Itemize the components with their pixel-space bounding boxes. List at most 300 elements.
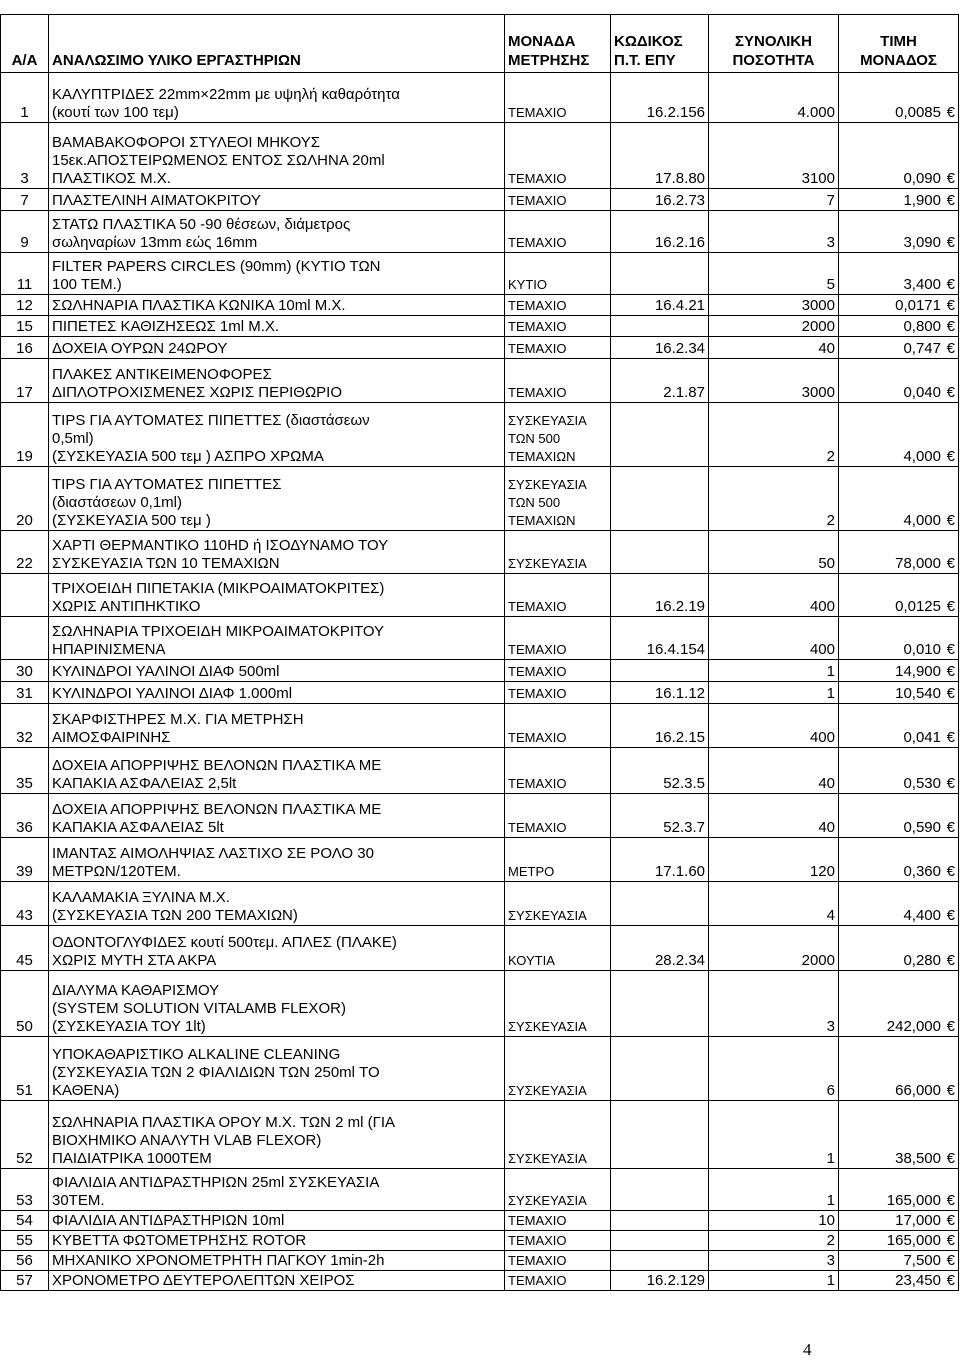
description-cell — [49, 1169, 505, 1211]
unit-price-cell: 7,500 € — [839, 1251, 959, 1271]
row-number-cell: 30 — [1, 660, 49, 682]
unit-line: ΣΥΣΚΕΥΑΣΙΑ — [508, 477, 587, 492]
table-row — [1, 123, 959, 189]
code-cell: 16.4.21 — [611, 295, 709, 316]
table-row — [1, 1169, 959, 1211]
euro-icon: € — [946, 952, 955, 969]
row-number-cell: 51 — [1, 1037, 49, 1101]
unit-price-cell: 0,010 € — [839, 617, 959, 660]
description-line: ΣΩΛΗΝΑΡΙΑ ΠΛΑΣΤΙΚΑ ΟΡΟΥ Μ.Χ. ΤΩΝ 2 ml (ΓΙΑ — [52, 1114, 396, 1131]
quantity-cell: 2 — [709, 1231, 839, 1251]
quantity-cell: 3000 — [709, 359, 839, 403]
code-cell — [611, 1231, 709, 1251]
unit-line: ΚΥΤΙΟ — [508, 277, 548, 292]
unit-price-cell: 0,800 € — [839, 316, 959, 337]
description-cell — [49, 316, 505, 337]
table-row — [1, 211, 959, 253]
unit-cell — [505, 971, 611, 1037]
unit-cell — [505, 467, 611, 531]
description-cell — [49, 748, 505, 794]
description-line: (ΣΥΣΚΕΥΑΣΙΑ ΤΩΝ 2 ΦΙΑΛΙΔΙΩΝ ΤΩΝ 250ml ΤΟ — [52, 1064, 380, 1081]
description-line: ΧΑΡΤΙ ΘΕΡΜΑΝΤΙΚΟ 110HD ή ΙΣΟΔΥΝΑΜΟ ΤΟΥ — [52, 537, 389, 554]
table-row — [1, 682, 959, 704]
unit-line: ΣΥΣΚΕΥΑΣΙΑ — [508, 1151, 587, 1166]
quantity-cell: 50 — [709, 531, 839, 574]
unit-line: ΣΥΣΚΕΥΑΣΙΑ — [508, 556, 587, 571]
unit-line: ΤΕΜΑΧΙΟ — [508, 1213, 567, 1228]
quantity-cell: 2000 — [709, 926, 839, 971]
unit-price-cell: 66,000 € — [839, 1037, 959, 1101]
unit-line: ΤΕΜΑΧΙΟ — [508, 171, 567, 186]
description-line: ΠΛΑΚΕΣ ΑΝΤΙΚΕΙΜΕΝΟΦΟΡΕΣ — [52, 366, 272, 383]
unit-price-cell: 17,000 € — [839, 1211, 959, 1231]
description-line: ΚΑΛΑΜΑΚΙΑ ΞΥΛΙΝΑ Μ.Χ. — [52, 889, 230, 906]
unit-line: ΤΕΜΑΧΙΟ — [508, 599, 567, 614]
unit-price-cell: 0,041 € — [839, 704, 959, 748]
description-line: (ΣΥΣΚΕΥΑΣΙΑ 500 τεμ ) — [52, 512, 211, 529]
euro-icon: € — [946, 512, 955, 529]
code-cell: 16.2.19 — [611, 574, 709, 617]
description-line: (ΣΥΣΚΕΥΑΣΙΑ ΤΟΥ 1lt) — [52, 1018, 206, 1035]
description-cell — [49, 1101, 505, 1169]
quantity-cell: 400 — [709, 704, 839, 748]
description-line: ΔΙΑΛΥΜΑ ΚΑΘΑΡΙΣΜΟΥ — [52, 982, 220, 999]
table-row — [1, 838, 959, 882]
description-line: ΔΙΠΛΟΤΡΟΧΙΣΜΕΝΕΣ ΧΩΡΙΣ ΠΕΡΙΘΩΡΙΟ — [52, 384, 343, 401]
euro-icon: € — [946, 685, 955, 702]
row-number-cell: 7 — [1, 189, 49, 211]
header-description: ΑΝΑΛΩΣΙΜΟ ΥΛΙΚΟ ΕΡΓΑΣΤΗΡΙΩΝ — [49, 15, 505, 73]
code-cell: 16.2.129 — [611, 1271, 709, 1291]
description-line: ΚΥΛΙΝΔΡΟΙ ΥΑΛΙΝΟΙ ΔΙΑΦ 1.000ml — [52, 685, 293, 702]
description-cell — [49, 794, 505, 838]
description-line: 30ΤΕΜ. — [52, 1192, 105, 1209]
code-cell: 28.2.34 — [611, 926, 709, 971]
header-quantity: ΣΥΝΟΛΙΚΗ ΠΟΣΟΤΗΤΑ — [709, 15, 839, 73]
unit-cell — [505, 704, 611, 748]
unit-price-cell: 3,090 € — [839, 211, 959, 253]
unit-cell — [505, 403, 611, 467]
euro-icon: € — [946, 297, 955, 314]
code-cell — [611, 316, 709, 337]
materials-table — [0, 14, 959, 1291]
description-cell — [49, 926, 505, 971]
description-cell — [49, 704, 505, 748]
euro-icon: € — [946, 384, 955, 401]
euro-icon: € — [946, 340, 955, 357]
euro-icon: € — [946, 276, 955, 293]
quantity-cell: 40 — [709, 794, 839, 838]
euro-icon: € — [946, 1232, 955, 1249]
table-row — [1, 295, 959, 316]
description-line: ΚΑΠΑΚΙΑ ΑΣΦΑΛΕΙΑΣ 5lt — [52, 819, 224, 836]
unit-price-cell: 0,0125 € — [839, 574, 959, 617]
quantity-cell: 1 — [709, 660, 839, 682]
code-cell — [611, 1251, 709, 1271]
unit-line: ΤΩΝ 500 — [508, 431, 561, 446]
unit-cell — [505, 1169, 611, 1211]
unit-line: ΤΕΜΑΧΙΩΝ — [508, 449, 576, 464]
quantity-cell: 400 — [709, 617, 839, 660]
code-cell — [611, 660, 709, 682]
euro-icon: € — [946, 1192, 955, 1209]
unit-price-cell: 4,000 € — [839, 403, 959, 467]
description-line: ΣΩΛΗΝΑΡΙΑ ΤΡΙΧΟΕΙΔΗ ΜΙΚΡΟΑΙΜΑΤΟΚΡΙΤΟΥ — [52, 623, 385, 640]
description-line: (κουτί των 100 τεμ) — [52, 104, 179, 121]
unit-price-cell: 242,000 € — [839, 971, 959, 1037]
quantity-cell: 1 — [709, 1169, 839, 1211]
unit-line: ΤΕΜΑΧΙΟ — [508, 686, 567, 701]
euro-icon: € — [946, 819, 955, 836]
table-row — [1, 531, 959, 574]
description-cell — [49, 359, 505, 403]
unit-cell — [505, 1211, 611, 1231]
unit-cell — [505, 748, 611, 794]
page-number: 4 — [803, 1340, 812, 1359]
row-number-cell: 17 — [1, 359, 49, 403]
unit-cell — [505, 211, 611, 253]
euro-icon: € — [946, 663, 955, 680]
unit-price-cell: 4,400 € — [839, 882, 959, 926]
description-line: ΠΛΑΣΤΙΚΟΣ Μ.Χ. — [52, 170, 171, 187]
quantity-cell: 4.000 — [709, 73, 839, 123]
unit-price-cell: 38,500 € — [839, 1101, 959, 1169]
description-line: 100 ΤΕΜ.) — [52, 276, 122, 293]
description-line: ΠΙΠΕΤΕΣ ΚΑΘΙΖΗΣΕΩΣ 1ml Μ.Χ. — [52, 318, 280, 335]
header-no: Α/Α — [1, 15, 49, 73]
code-cell: 16.2.34 — [611, 337, 709, 359]
description-cell — [49, 617, 505, 660]
unit-price-cell: 4,000 € — [839, 467, 959, 531]
description-line: ΣΥΣΚΕΥΑΣΙΑ ΤΩΝ 10 ΤΕΜΑΧΙΩΝ — [52, 555, 280, 572]
description-cell — [49, 574, 505, 617]
row-number-cell: 16 — [1, 337, 49, 359]
description-line: ΧΩΡΙΣ ΜΥΤΗ ΣΤΑ ΑΚΡΑ — [52, 952, 217, 969]
euro-icon: € — [946, 863, 955, 880]
unit-line: ΣΥΣΚΕΥΑΣΙΑ — [508, 413, 587, 428]
description-cell — [49, 189, 505, 211]
quantity-cell: 1 — [709, 682, 839, 704]
description-line: ΠΑΙΔΙΑΤΡΙΚΑ 1000ΤΕΜ — [52, 1150, 212, 1167]
code-cell — [611, 1211, 709, 1231]
unit-line: ΤΕΜΑΧΙΟ — [508, 298, 567, 313]
table-header-row — [1, 15, 959, 73]
row-number-cell: 39 — [1, 838, 49, 882]
description-line: ΦΙΑΛΙΔΙΑ ΑΝΤΙΔΡΑΣΤΗΡΙΩΝ 25ml ΣΥΣΚΕΥΑΣΙΑ — [52, 1174, 380, 1191]
row-number-cell: 52 — [1, 1101, 49, 1169]
description-line: ΜΕΤΡΩΝ/120ΤΕΜ. — [52, 863, 181, 880]
euro-icon: € — [946, 775, 955, 792]
header-unit: ΜΟΝΑΔΑ ΜΕΤΡΗΣΗΣ — [505, 15, 611, 73]
unit-price-cell: 14,900 € — [839, 660, 959, 682]
table-row — [1, 316, 959, 337]
row-number-cell: 45 — [1, 926, 49, 971]
description-cell — [49, 123, 505, 189]
quantity-cell: 10 — [709, 1211, 839, 1231]
code-cell: 16.1.12 — [611, 682, 709, 704]
code-cell: 17.1.60 — [611, 838, 709, 882]
euro-icon: € — [946, 234, 955, 251]
table-row — [1, 1101, 959, 1169]
unit-cell — [505, 295, 611, 316]
table-row — [1, 882, 959, 926]
row-number-cell — [1, 617, 49, 660]
description-cell — [49, 1211, 505, 1231]
row-number-cell: 31 — [1, 682, 49, 704]
unit-line: ΤΕΜΑΧΙΟ — [508, 235, 567, 250]
description-cell — [49, 971, 505, 1037]
description-line: ΚΥΛΙΝΔΡΟΙ ΥΑΛΙΝΟΙ ΔΙΑΦ 500ml — [52, 663, 280, 680]
unit-price-cell: 0,747 € — [839, 337, 959, 359]
row-number-cell: 50 — [1, 971, 49, 1037]
table-row — [1, 748, 959, 794]
row-number-cell — [1, 574, 49, 617]
unit-cell — [505, 660, 611, 682]
unit-line: ΤΕΜΑΧΙΟ — [508, 341, 567, 356]
row-number-cell: 22 — [1, 531, 49, 574]
description-cell — [49, 73, 505, 123]
table-row — [1, 1037, 959, 1101]
euro-icon: € — [946, 907, 955, 924]
description-line: ΒΙΟΧΗΜΙΚΟ ΑΝΑΛΥΤΗ VLAB FLEXOR) — [52, 1132, 322, 1149]
unit-cell — [505, 574, 611, 617]
description-cell — [49, 660, 505, 682]
table-row — [1, 794, 959, 838]
euro-icon: € — [946, 729, 955, 746]
description-cell — [49, 211, 505, 253]
euro-icon: € — [946, 104, 955, 121]
unit-price-cell: 0,0171 € — [839, 295, 959, 316]
unit-line: ΣΥΣΚΕΥΑΣΙΑ — [508, 1193, 587, 1208]
quantity-cell: 40 — [709, 748, 839, 794]
description-line: ΔΟΧΕΙΑ ΟΥΡΩΝ 24ΩΡΟΥ — [52, 340, 228, 357]
row-number-cell: 1 — [1, 73, 49, 123]
unit-line: ΤΕΜΑΧΙΟ — [508, 1233, 567, 1248]
unit-cell — [505, 1251, 611, 1271]
unit-price-cell: 1,900 € — [839, 189, 959, 211]
euro-icon: € — [946, 448, 955, 465]
table-row — [1, 253, 959, 295]
unit-price-cell: 23,450 € — [839, 1271, 959, 1291]
description-line: ΧΩΡΙΣ ΑΝΤΙΠΗΚΤΙΚΟ — [52, 598, 201, 615]
unit-line: ΚΟΥΤΙΑ — [508, 953, 555, 968]
description-line: ΚΑΘΕΝΑ) — [52, 1082, 120, 1099]
code-cell: 16.4.154 — [611, 617, 709, 660]
header-unit-price: ΤΙΜΗ ΜΟΝΑΔΟΣ — [839, 15, 959, 73]
unit-line: ΤΕΜΑΧΙΟ — [508, 105, 567, 120]
description-line: ΗΠΑΡΙΝΙΣΜΕΝΑ — [52, 641, 166, 658]
description-line: 0,5ml) — [52, 430, 94, 447]
row-number-cell: 57 — [1, 1271, 49, 1291]
description-line: ΜΗΧΑΝΙΚΟ ΧΡΟΝΟΜΕΤΡΗΤΗ ΠΑΓΚΟΥ 1min-2h — [52, 1252, 385, 1269]
euro-icon: € — [946, 1018, 955, 1035]
description-line: ΟΔΟΝΤΟΓΛΥΦΙΔΕΣ κουτί 500τεμ. ΑΠΛΕΣ (ΠΛΑΚΕ) — [52, 934, 397, 951]
description-cell — [49, 467, 505, 531]
unit-line: ΤΕΜΑΧΙΟ — [508, 820, 567, 835]
quantity-cell: 2 — [709, 403, 839, 467]
description-line: ΚΑΠΑΚΙΑ ΑΣΦΑΛΕΙΑΣ 2,5lt — [52, 775, 237, 792]
row-number-cell: 20 — [1, 467, 49, 531]
unit-line: ΤΕΜΑΧΙΟ — [508, 642, 567, 657]
unit-line: ΤΕΜΑΧΙΟ — [508, 1273, 567, 1288]
unit-cell — [505, 682, 611, 704]
row-number-cell: 12 — [1, 295, 49, 316]
euro-icon: € — [946, 598, 955, 615]
code-cell — [611, 882, 709, 926]
code-cell — [611, 531, 709, 574]
description-line: ΒΑΜΑΒΑΚΟΦΟΡΟΙ ΣΤΥΛΕΟΙ ΜΗΚΟΥΣ — [52, 134, 321, 151]
description-cell — [49, 1251, 505, 1271]
row-number-cell: 36 — [1, 794, 49, 838]
table-row — [1, 403, 959, 467]
description-line: ΥΠΟΚΑΘΑΡΙΣΤΙΚΟ ALKALINE CLEANING — [52, 1046, 341, 1063]
euro-icon: € — [946, 1082, 955, 1099]
unit-cell — [505, 882, 611, 926]
unit-price-cell: 165,000 € — [839, 1169, 959, 1211]
unit-line: ΤΕΜΑΧΙΟ — [508, 776, 567, 791]
unit-price-cell: 0,360 € — [839, 838, 959, 882]
table-row — [1, 660, 959, 682]
code-cell: 17.8.80 — [611, 123, 709, 189]
unit-cell — [505, 1037, 611, 1101]
description-cell — [49, 337, 505, 359]
table-row — [1, 574, 959, 617]
description-line: ΣΤΑΤΩ ΠΛΑΣΤΙΚΑ 50 -90 θέσεων, διάμετρος — [52, 216, 351, 233]
unit-line: ΤΕΜΑΧΙΟ — [508, 664, 567, 679]
description-line: FILTER PAPERS CIRCLES (90mm) (ΚΥΤΙΟ ΤΩΝ — [52, 258, 381, 275]
unit-line: ΤΕΜΑΧΙΟ — [508, 193, 567, 208]
table-row — [1, 617, 959, 660]
quantity-cell: 2000 — [709, 316, 839, 337]
unit-price-cell: 0,530 € — [839, 748, 959, 794]
quantity-cell: 3 — [709, 1251, 839, 1271]
unit-line: ΣΥΣΚΕΥΑΣΙΑ — [508, 1019, 587, 1034]
unit-line: ΤΕΜΑΧΙΟ — [508, 385, 567, 400]
euro-icon: € — [946, 555, 955, 572]
row-number-cell: 55 — [1, 1231, 49, 1251]
unit-cell — [505, 316, 611, 337]
unit-cell — [505, 1271, 611, 1291]
row-number-cell: 56 — [1, 1251, 49, 1271]
description-line: ΦΙΑΛΙΔΙΑ ΑΝΤΙΔΡΑΣΤΗΡΙΩΝ 10ml — [52, 1212, 285, 1229]
description-cell — [49, 295, 505, 316]
description-line: ΣΚΑΡΦΙΣΤΗΡΕΣ Μ.Χ. ΓΙΑ ΜΕΤΡΗΣΗ — [52, 711, 304, 728]
euro-icon: € — [946, 1252, 955, 1269]
unit-line: ΜΕΤΡΟ — [508, 864, 555, 879]
unit-cell — [505, 926, 611, 971]
unit-price-cell: 0,280 € — [839, 926, 959, 971]
unit-line: ΤΕΜΑΧΙΟ — [508, 1253, 567, 1268]
code-cell: 52.3.7 — [611, 794, 709, 838]
quantity-cell: 120 — [709, 838, 839, 882]
table-row — [1, 704, 959, 748]
code-cell — [611, 1037, 709, 1101]
unit-price-cell: 3,400 € — [839, 253, 959, 295]
code-cell — [611, 971, 709, 1037]
unit-line: ΣΥΣΚΕΥΑΣΙΑ — [508, 908, 587, 923]
description-line: ΙΜΑΝΤΑΣ ΑΙΜΟΛΗΨΙΑΣ ΛΑΣΤΙΧΟ ΣΕ ΡΟΛΟ 30 — [52, 845, 374, 862]
quantity-cell: 4 — [709, 882, 839, 926]
code-cell: 16.2.16 — [611, 211, 709, 253]
table-row — [1, 1211, 959, 1231]
description-line: (ΣΥΣΚΕΥΑΣΙΑ 500 τεμ ) ΑΣΠΡΟ ΧΡΩΜΑ — [52, 448, 324, 465]
table-row — [1, 337, 959, 359]
unit-line: ΤΕΜΑΧΙΟ — [508, 730, 567, 745]
table-row — [1, 359, 959, 403]
code-cell — [611, 1169, 709, 1211]
quantity-cell: 3 — [709, 211, 839, 253]
unit-price-cell: 0,090 € — [839, 123, 959, 189]
code-cell: 16.2.73 — [611, 189, 709, 211]
code-cell: 2.1.87 — [611, 359, 709, 403]
description-line: ΣΩΛΗΝΑΡΙΑ ΠΛΑΣΤΙΚΑ ΚΩΝΙΚΑ 10ml Μ.Χ. — [52, 297, 346, 314]
description-cell — [49, 403, 505, 467]
table-row — [1, 1271, 959, 1291]
unit-price-cell: 10,540 € — [839, 682, 959, 704]
row-number-cell: 9 — [1, 211, 49, 253]
unit-price-cell: 78,000 € — [839, 531, 959, 574]
unit-cell — [505, 531, 611, 574]
description-line: (SYSTEM SOLUTION VITALAMB FLEXOR) — [52, 1000, 346, 1017]
unit-cell — [505, 1231, 611, 1251]
row-number-cell: 11 — [1, 253, 49, 295]
unit-cell — [505, 617, 611, 660]
unit-cell — [505, 123, 611, 189]
quantity-cell: 3100 — [709, 123, 839, 189]
row-number-cell: 32 — [1, 704, 49, 748]
unit-price-cell: 0,590 € — [839, 794, 959, 838]
quantity-cell: 1 — [709, 1271, 839, 1291]
description-cell — [49, 882, 505, 926]
description-line: (ΣΥΣΚΕΥΑΣΙΑ ΤΩΝ 200 ΤΕΜΑΧΙΩΝ) — [52, 907, 298, 924]
unit-price-cell: 165,000 € — [839, 1231, 959, 1251]
row-number-cell: 53 — [1, 1169, 49, 1211]
euro-icon: € — [946, 641, 955, 658]
row-number-cell: 54 — [1, 1211, 49, 1231]
unit-line: ΤΕΜΑΧΙΟ — [508, 319, 567, 334]
row-number-cell: 43 — [1, 882, 49, 926]
euro-icon: € — [946, 170, 955, 187]
table-row — [1, 467, 959, 531]
unit-line: ΣΥΣΚΕΥΑΣΙΑ — [508, 1083, 587, 1098]
description-cell — [49, 253, 505, 295]
row-number-cell: 15 — [1, 316, 49, 337]
description-cell — [49, 1271, 505, 1291]
unit-line: ΤΕΜΑΧΙΩΝ — [508, 513, 576, 528]
description-line: ΧΡΟΝΟΜΕΤΡΟ ΔΕΥΤΕΡΟΛΕΠΤΩΝ ΧΕΙΡΟΣ — [52, 1272, 355, 1289]
euro-icon: € — [946, 318, 955, 335]
description-cell — [49, 682, 505, 704]
unit-price-cell: 0,0085 € — [839, 73, 959, 123]
table-row — [1, 971, 959, 1037]
description-line: ΑΙΜΟΣΦΑΙΡΙΝΗΣ — [52, 729, 171, 746]
table-row — [1, 1251, 959, 1271]
description-line: ΚΥΒΕΤΤΑ ΦΩΤΟΜΕΤΡΗΣΗΣ ROTOR — [52, 1232, 307, 1249]
euro-icon: € — [946, 1150, 955, 1167]
description-line: TIPS ΓΙΑ ΑΥΤΟΜΑΤΕΣ ΠΙΠΕΤΤΕΣ (διαστάσεων — [52, 412, 370, 429]
unit-cell — [505, 337, 611, 359]
quantity-cell: 1 — [709, 1101, 839, 1169]
unit-cell — [505, 189, 611, 211]
quantity-cell: 2 — [709, 467, 839, 531]
quantity-cell: 7 — [709, 189, 839, 211]
quantity-cell: 3 — [709, 971, 839, 1037]
euro-icon: € — [946, 192, 955, 209]
description-line: ΠΛΑΣΤΕΛΙΝΗ ΑΙΜΑΤΟΚΡΙΤΟΥ — [52, 192, 261, 209]
unit-price-cell: 0,040 € — [839, 359, 959, 403]
code-cell — [611, 253, 709, 295]
unit-cell — [505, 73, 611, 123]
